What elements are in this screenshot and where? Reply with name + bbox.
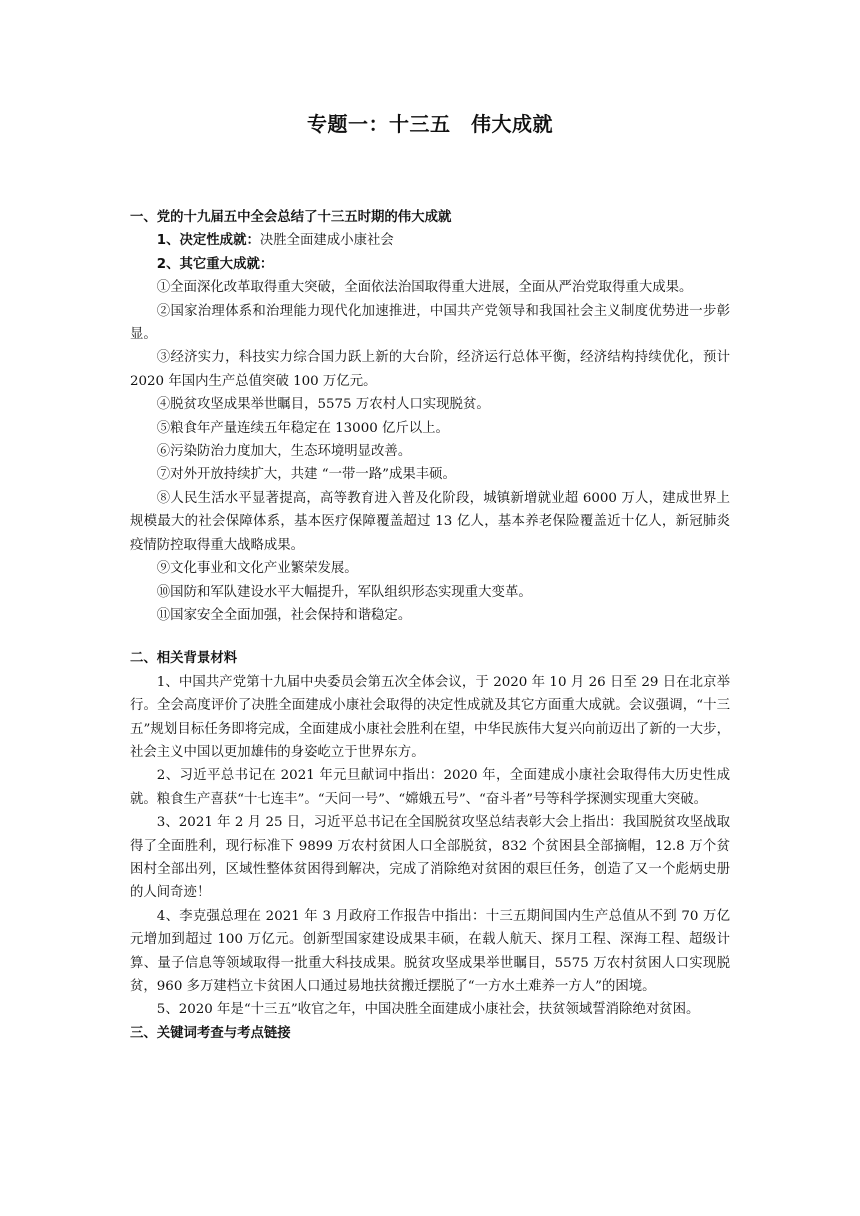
other-achievements-label: 2、其它重大成就：: [156, 256, 274, 272]
achievement-point: ③经济实力，科技实力综合国力跃上新的大台阶，经济运行总体平衡，经济结构持续优化，预计 2020 年国内生产总值突破 100 万亿元。: [130, 350, 730, 389]
achievement-point: ⑩国防和军队建设水平大幅提升，军队组织形态实现重大变革。: [156, 584, 532, 600]
decisive-achievement-label: 1、决定性成就：: [156, 233, 260, 249]
achievement-point: ⑤粮食年产量连续五年稳定在 13000 亿斤以上。: [156, 420, 449, 436]
background-paragraph: 4、李克强总理在 2021 年 3 月政府工作报告中指出：十三五期间国内生产总值从不到 70 万亿元增加到超过 100 万亿元。创新型国家建设成果丰硕，在载人航天、探月工程、深海工程、超级计算、量子信息等领域取得一批重大科技成果。脱贫攻坚成果举世瞩目，5575 万农村贫困人口实现脱贫，960 多万建档立卡贫困人口通过易地扶贫搬迁摆脱了“一方水土难养一方人”的困境。: [130, 908, 730, 994]
achievement-point: ①全面深化改革取得重大突破，全面依法治国取得重大进展，全面从严治党取得重大成果。: [156, 280, 693, 296]
background-paragraph: 3、2021 年 2 月 25 日，习近平总书记在全国脱贫攻坚总结表彰大会上指出：我国脱贫攻坚战取得了全面胜利，现行标准下 9899 万农村贫困人口全部脱贫，832 个贫困县全部摘帽，12.8 万个贫困村全部出列，区域性整体贫困得到解决，完成了消除绝对贫困的艰巨任务，创造了又一个彪炳史册的人间奇迹！: [130, 815, 730, 901]
decisive-achievement-text: 决胜全面建成小康社会: [259, 233, 394, 249]
page-title: 专题一：十三五 伟大成就: [307, 112, 553, 136]
achievement-point: ⑧人民生活水平显著提高，高等教育进入普及化阶段，城镇新增就业超 6000 万人，建成世界上规模最大的社会保障体系，基本医疗保障覆盖超过 13 亿人，基本养老保险覆盖近十亿人，新冠肺炎疫情防控取得重大战略成果。: [130, 490, 730, 553]
section-heading-3: 三、关键词考查与考点链接: [130, 1025, 291, 1041]
document-body: [130, 206, 730, 1045]
section-heading-1: 一、党的十九届五中全会总结了十三五时期的伟大成就: [130, 210, 452, 225]
achievement-point: ⑪国家安全全面加强，社会保持和谐稳定。: [156, 607, 412, 623]
achievement-point: ②国家治理体系和治理能力现代化加速推进，中国共产党领导和我国社会主义制度优势进一步彰显。: [130, 303, 730, 343]
achievement-point: ⑦对外开放持续扩大，共建 “一带一路”成果丰硕。: [156, 467, 456, 483]
achievement-point: ⑥污染防治力度加大，生态环境明显改善。: [156, 444, 412, 460]
achievement-point: ④脱贫攻坚成果举世瞩目，5575 万农村人口实现脱贫。: [156, 397, 490, 413]
section-heading-2: 二、相关背景材料: [130, 651, 238, 667]
decisive-achievement: [130, 229, 730, 252]
background-paragraph: 5、2020 年是“十三五”收官之年，中国决胜全面建成小康社会，扶贫领域誓消除绝对贫困。: [156, 1002, 700, 1018]
achievement-point: ⑨文化事业和文化产业繁荣发展。: [156, 561, 358, 577]
background-paragraph: 1、中国共产党第十九届中央委员会第五次全体会议，于 2020 年 10 月 26 日至 29 日在北京举行。全会高度评价了决胜全面建成小康社会取得的决定性成就及其它方面重大成就。会议强调，“十三五”规划目标任务即将完成，全面建成小康社会胜利在望，中华民族伟大复兴向前迈出了新的一大步，社会主义中国以更加雄伟的身姿屹立于世界东方。: [130, 674, 730, 760]
background-paragraph: 2、习近平总书记在 2021 年元旦献词中指出：2020 年，全面建成小康社会取得伟大历史性成就。粮食生产喜获“十七连丰”。“天问一号”、“嫦娥五号”、“奋斗者”号等科学探测实现重大突破。: [130, 768, 730, 807]
section-spacer: [130, 627, 730, 647]
